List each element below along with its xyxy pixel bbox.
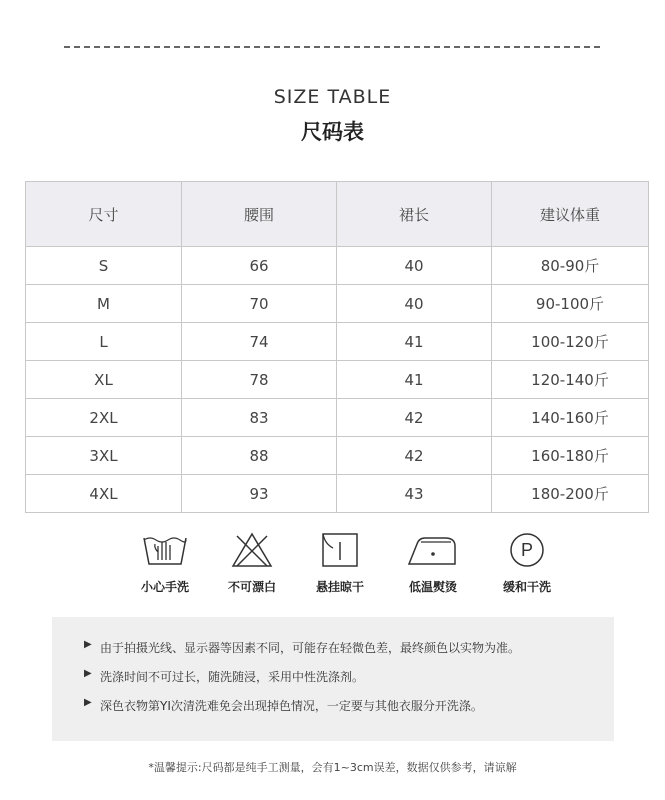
care-symbol-letter: P [520, 540, 534, 560]
cell-waist: 83 [182, 399, 337, 437]
cell-waist: 78 [182, 361, 337, 399]
cell-waist: 74 [182, 323, 337, 361]
cell-weight: 80-90斤 [492, 247, 649, 285]
cell-weight: 180-200斤 [492, 475, 649, 513]
cell-length: 40 [337, 247, 492, 285]
cell-length: 42 [337, 437, 492, 475]
header-waist: 腰围 [182, 182, 337, 247]
note-item [84, 697, 483, 714]
no-bleach-icon [227, 530, 277, 570]
care-label: 小心手洗 [140, 580, 189, 594]
cell-length: 42 [337, 399, 492, 437]
cell-weight: 100-120斤 [492, 323, 649, 361]
note-text: 深色衣物第YI次清洗难免会出现掉色情况，一定要与其他衣服分开洗涤。 [100, 699, 483, 713]
cell-length: 41 [337, 361, 492, 399]
note-item [84, 668, 365, 685]
cell-size: 4XL [26, 475, 182, 513]
table-header-row [26, 182, 649, 247]
care-label: 低温熨烫 [408, 580, 457, 594]
gentle-dry-clean-icon [502, 530, 552, 570]
cell-size: L [26, 323, 182, 361]
size-table [25, 181, 649, 513]
table-row [26, 361, 649, 399]
hang-dry-icon [315, 530, 365, 570]
care-label: 缓和干洗 [502, 580, 551, 594]
bullet-icon: ▶ [84, 668, 92, 679]
care-label: 不可漂白 [227, 580, 276, 594]
cell-waist: 88 [182, 437, 337, 475]
care-hang-dry [300, 530, 380, 595]
care-no-bleach [212, 530, 292, 595]
table-row [26, 323, 649, 361]
cell-length: 40 [337, 285, 492, 323]
cell-weight: 160-180斤 [492, 437, 649, 475]
cell-weight: 140-160斤 [492, 399, 649, 437]
cell-waist: 93 [182, 475, 337, 513]
cell-length: 41 [337, 323, 492, 361]
cell-length: 43 [337, 475, 492, 513]
cell-size: M [26, 285, 182, 323]
note-text: 由于拍摄光线、显示器等因素不同，可能存在轻微色差，最终颜色以实物为准。 [100, 641, 521, 655]
note-text: 洗涤时间不可过长，随洗随浸，采用中性洗涤剂。 [100, 670, 365, 684]
notes-box [52, 617, 614, 741]
cell-waist: 70 [182, 285, 337, 323]
dashed-divider [64, 46, 600, 48]
cell-weight: 90-100斤 [492, 285, 649, 323]
cell-size: 2XL [26, 399, 182, 437]
title-chinese: 尺码表 [301, 120, 364, 144]
header-weight: 建议体重 [492, 182, 649, 247]
care-hand-wash [125, 530, 205, 595]
note-item [84, 639, 521, 656]
footer-note: *温馨提示:尺码都是纯手工测量，会有1~3cm误差，数据仅供参考，请谅解 [148, 761, 517, 774]
cell-size: S [26, 247, 182, 285]
table-row [26, 399, 649, 437]
bullet-icon: ▶ [84, 697, 92, 708]
cell-size: 3XL [26, 437, 182, 475]
care-gentle-dry-clean [487, 530, 567, 595]
table-row [26, 437, 649, 475]
care-low-iron [393, 530, 473, 595]
care-label: 悬挂晾干 [315, 580, 364, 594]
cell-waist: 66 [182, 247, 337, 285]
cell-weight: 120-140斤 [492, 361, 649, 399]
header-size: 尺寸 [26, 182, 182, 247]
title-english: SIZE TABLE [273, 86, 392, 108]
cell-size: XL [26, 361, 182, 399]
low-iron-icon [405, 530, 461, 570]
table-row [26, 285, 649, 323]
header-skirt-length: 裙长 [337, 182, 492, 247]
hand-wash-icon [140, 530, 190, 570]
table-row [26, 475, 649, 513]
table-row [26, 247, 649, 285]
bullet-icon: ▶ [84, 639, 92, 650]
